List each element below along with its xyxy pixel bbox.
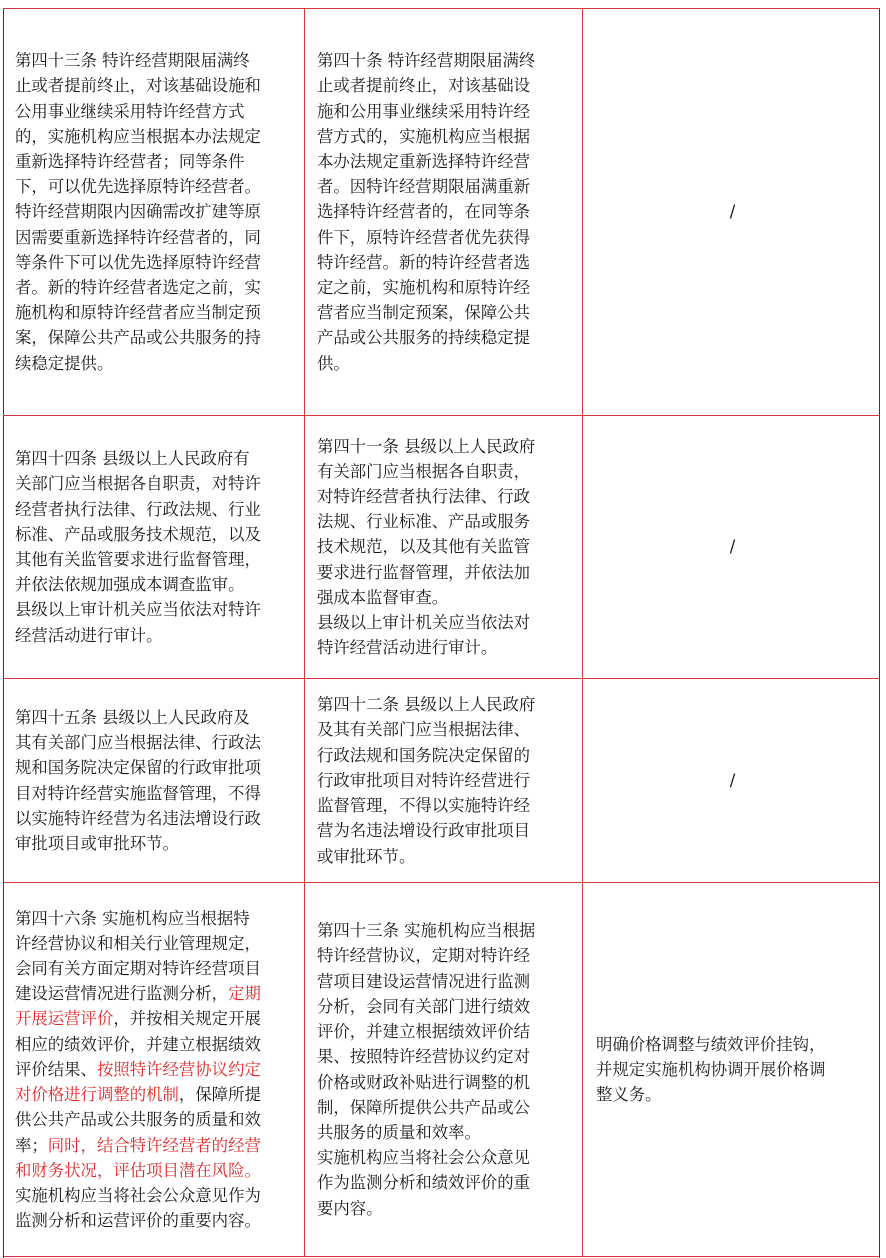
text-line: 县级以上审计机关应当依法对 <box>317 613 531 632</box>
text-line: 果、按照特许经营协议约定对 <box>317 1047 531 1067</box>
text-segment: ，保障所提 <box>178 1085 261 1105</box>
text-line: 第四十二条 县级以上人民政府 <box>317 695 536 715</box>
highlighted-text: 对价格进行调整的机制 <box>15 1085 179 1105</box>
table-row <box>3 416 880 679</box>
text-line: 公用事业继续采用特许经营方式 <box>15 101 245 121</box>
text-line <box>15 981 294 1006</box>
text-line <box>15 1183 294 1208</box>
text-line: 要求进行监督管理，并依法加 <box>317 562 531 582</box>
note-cell <box>583 9 880 415</box>
text-line: 止或者提前终止，对该基础设 <box>317 76 531 96</box>
text-line: 选择特许经营者的，在同等条 <box>317 202 531 222</box>
original-text-cell <box>305 679 583 882</box>
text-line: 技术规范，以及其他有关监管 <box>317 537 531 557</box>
text-line: 其有关部门应当根据法律、行政法 <box>15 733 261 753</box>
current-text-cell <box>3 9 305 415</box>
text-segment: 供公共产品或公共服务的质量和效 <box>15 1110 261 1130</box>
text-line <box>15 1208 294 1233</box>
table-row <box>3 8 880 416</box>
text-line: 经营者执行法律、行政法规、行业 <box>15 499 261 519</box>
highlighted-text: 按照特许经营协议约定 <box>96 1059 261 1079</box>
text-segment: 会同有关方面定期对特许经营项目 <box>15 959 261 979</box>
text-line <box>15 1082 294 1107</box>
text-line: 标准、产品或服务技术规范，以及 <box>15 524 261 544</box>
highlighted-text: 同时，结合特许经营者的经营 <box>47 1135 261 1155</box>
table-row <box>3 679 880 883</box>
text-line: 行政法规和国务院决定保留的 <box>317 745 531 765</box>
note-cell <box>583 679 880 882</box>
text-segment: 相应的绩效评价，并建立根据绩效 <box>15 1034 261 1054</box>
text-line <box>15 931 294 956</box>
text-line: 分析，会同有关部门进行绩效 <box>317 996 531 1016</box>
text-line: 行政审批项目对特许经营进行 <box>317 770 531 790</box>
text-line <box>15 1133 294 1158</box>
text-line <box>15 1006 294 1031</box>
text-line: 规和国务院决定保留的行政审批项 <box>15 758 261 778</box>
text-line: 县级以上审计机关应当依法对特许 <box>15 600 261 620</box>
text-line: 第四十一条 县级以上人民政府 <box>317 436 536 456</box>
text-line: 第四十三条 特许经营期限届满终 <box>15 51 250 71</box>
text-line: 有关部门应当根据各自职责， <box>317 461 531 481</box>
text-line: 营为名违法增设行政审批项目 <box>317 821 531 841</box>
text-line <box>15 1057 294 1082</box>
text-line: 件下，原特许经营者优先获得 <box>317 227 531 247</box>
original-text-cell <box>305 416 583 678</box>
text-line: 施和公用事业继续采用特许经 <box>317 101 531 121</box>
current-text-cell <box>3 883 305 1256</box>
original-text-cell <box>305 9 583 415</box>
note-cell <box>583 883 880 1256</box>
note-text: / <box>729 770 736 790</box>
text-segment: 率； <box>15 1135 48 1155</box>
current-text-cell <box>3 416 305 678</box>
note-text: / <box>729 537 736 557</box>
original-text-cell <box>305 883 583 1256</box>
text-segment: 评价结果、 <box>15 1059 97 1079</box>
text-line: 共服务的质量和效率。 <box>317 1122 481 1142</box>
text-line: 特许经营。新的特许经营者选 <box>317 252 531 272</box>
text-line: 作为监测分析和绩效评价的重 <box>317 1173 531 1193</box>
text-line: 营者应当制定预案，保障公共 <box>317 303 531 323</box>
table-continuation-edge <box>3 1252 880 1258</box>
text-line: 特许经营期限内因确需改扩建等原 <box>15 202 261 222</box>
text-line: 或审批环节。 <box>317 846 416 866</box>
text-line: 第四十四条 县级以上人民政府有 <box>15 449 250 469</box>
text-line: 的，实施机构应当根据本办法规定 <box>15 126 261 146</box>
text-line: 并依法依规加强成本调查监审。 <box>15 575 245 595</box>
text-line: 制，保障所提供公共产品或公 <box>317 1097 531 1117</box>
text-line: 特许经营协议，定期对特许经 <box>317 946 531 966</box>
highlighted-text: 和财务状况，评估项目潜在风险。 <box>15 1160 261 1180</box>
text-line: 要内容。 <box>317 1198 383 1218</box>
note-text: / <box>729 202 736 222</box>
text-line <box>15 906 294 931</box>
text-line: 经营活动进行审计。 <box>15 625 163 645</box>
text-line: 以实施特许经营为名违法增设行政 <box>15 808 261 828</box>
text-line: 关部门应当根据各自职责，对特许 <box>15 474 261 494</box>
text-line: 本办法规定重新选择特许经营 <box>317 151 531 171</box>
highlighted-text: 开展运营评价 <box>15 1009 114 1029</box>
text-line <box>15 1107 294 1132</box>
text-line: 定之前，实施机构和原特许经 <box>317 278 531 297</box>
text-line: 续稳定提供。 <box>15 353 114 373</box>
highlighted-text: 定期 <box>228 984 261 1004</box>
text-line: 特许经营活动进行审计。 <box>317 638 498 658</box>
text-line <box>15 1158 294 1183</box>
text-line: 者。因特许经营期限届满重新 <box>317 177 531 197</box>
text-segment: ，并按相关规定开展 <box>113 1009 261 1029</box>
text-line: 价格或财政补贴进行调整的机 <box>317 1072 531 1092</box>
note-cell <box>583 416 880 678</box>
text-line: 第四十五条 县级以上人民政府及 <box>15 707 250 727</box>
text-segment: 建设运营情况进行监测分析， <box>15 984 229 1004</box>
text-line: 实施机构应当将社会公众意见 <box>317 1148 531 1168</box>
text-segment: 第四十六条 实施机构应当根据特 <box>15 908 250 928</box>
text-line: 明确价格调整与绩效评价挂钩， <box>596 1034 826 1054</box>
table-row <box>3 883 880 1257</box>
text-segment: 实施机构应当将社会公众意见作为 <box>15 1185 261 1205</box>
text-line: 其他有关监管要求进行监督管理， <box>15 550 261 569</box>
text-line: 强成本监督审查。 <box>317 587 449 607</box>
text-line: 评价，并建立根据绩效评价结 <box>317 1022 531 1042</box>
text-line: 第四十三条 实施机构应当根据 <box>317 921 536 941</box>
text-line: 者。新的特许经营者选定之前，实 <box>15 278 261 297</box>
text-line: 止或者提前终止，对该基础设施和 <box>15 76 261 96</box>
text-line: 审批项目或审批环节。 <box>15 833 179 853</box>
text-line: 等条件下可以优先选择原特许经营 <box>15 252 261 272</box>
text-line: 及其有关部门应当根据法律、 <box>317 720 531 740</box>
text-line: 营项目建设运营情况进行监测 <box>317 971 531 991</box>
text-line: 对特许经营者执行法律、行政 <box>317 486 531 506</box>
text-line: 整义务。 <box>596 1085 662 1105</box>
text-line: 案，保障公共产品或公共服务的持 <box>15 328 261 348</box>
text-line: 施机构和原特许经营者应当制定预 <box>15 303 261 323</box>
text-line: 供。 <box>317 353 350 373</box>
text-line: 因需要重新选择特许经营者的，同 <box>15 227 261 247</box>
text-segment: 监测分析和运营评价的重要内容。 <box>15 1211 261 1231</box>
text-line: 法规、行业标准、产品或服务 <box>317 512 531 532</box>
text-line: 重新选择特许经营者；同等条件 <box>15 151 245 171</box>
text-line <box>15 1032 294 1057</box>
comparison-table <box>3 8 880 1257</box>
text-line: 下，可以优先选择原特许经营者。 <box>15 177 261 197</box>
text-line: 第四十条 特许经营期限届满终 <box>317 51 536 71</box>
text-line: 并规定实施机构协调开展价格调 <box>596 1059 826 1079</box>
text-segment: 许经营协议和相关行业管理规定， <box>15 933 261 953</box>
text-line: 目对特许经营实施监督管理，不得 <box>15 783 261 803</box>
text-line: 监督管理，不得以实施特许经 <box>317 796 531 816</box>
text-line: 营方式的，实施机构应当根据 <box>317 126 531 146</box>
text-line: 产品或公共服务的持续稳定提 <box>317 328 531 348</box>
text-line <box>15 956 294 981</box>
current-text-cell <box>3 679 305 882</box>
